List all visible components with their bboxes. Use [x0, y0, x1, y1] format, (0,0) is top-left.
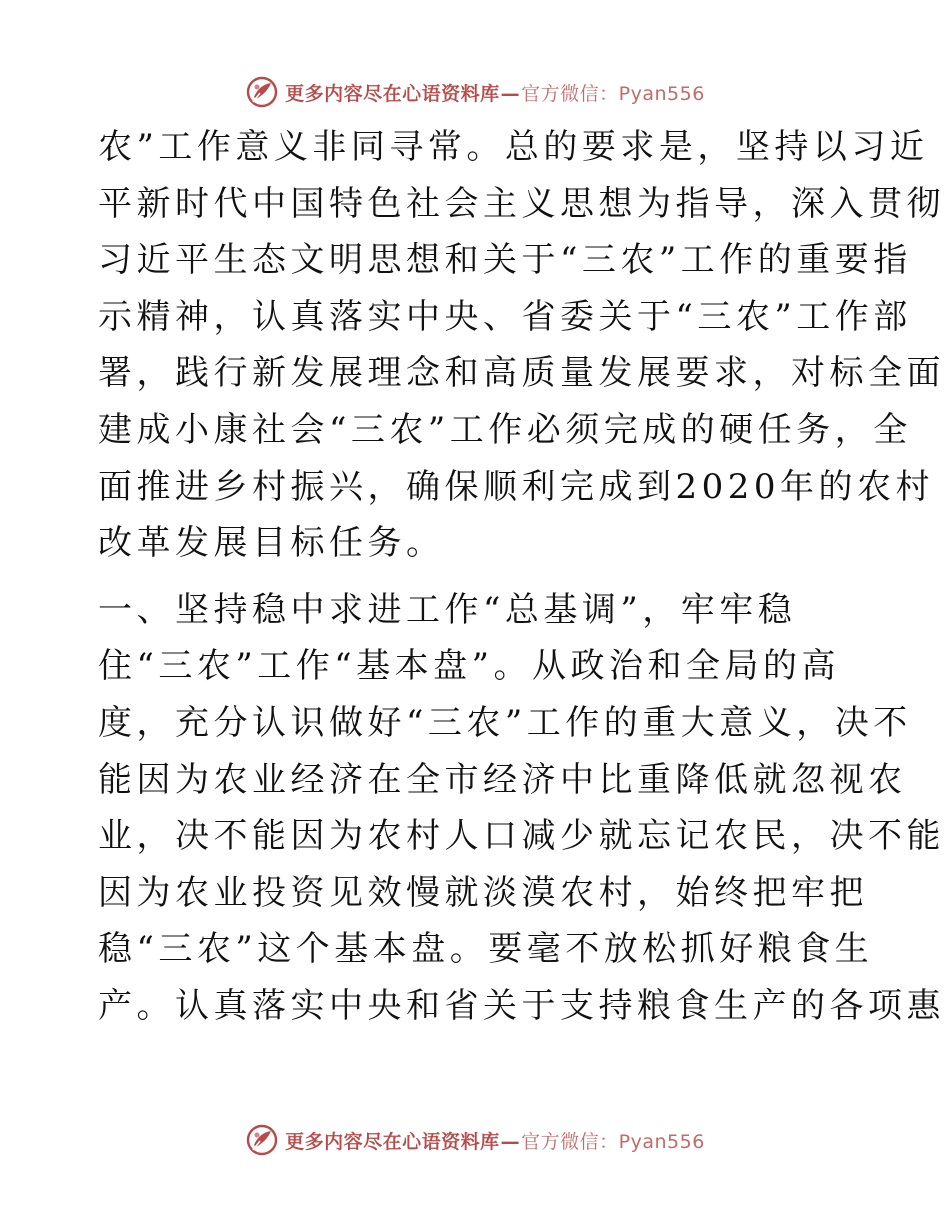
text-line: 习近平生态文明思想和关于“三农”工作的重要指 [98, 240, 912, 281]
document-body [98, 119, 945, 1035]
pen-leaf-logo-icon [245, 1123, 279, 1157]
header-banner-text [285, 79, 705, 106]
text-line: 稳“三农”这个基本盘。要毫不放松抓好粮食生 [98, 929, 874, 970]
section-heading-line: 一、坚持稳中求进工作“总基调”，牢牢稳 [98, 589, 797, 630]
header-banner [0, 72, 950, 112]
text-line: 建成小康社会“三农”工作必须完成的硬任务，全 [98, 409, 912, 450]
text-line: 示精神，认真落实中央、省委关于“三农”工作部 [98, 296, 912, 337]
header-site-name: 更多内容尽在心语资料库 [285, 82, 500, 105]
text-line: 度，充分认识做好“三农”工作的重大意义，决不 [98, 702, 912, 743]
footer-separator: — [500, 1130, 521, 1153]
text-line: 住“三农”工作“基本盘”。从政治和全局的高 [98, 646, 841, 687]
header-separator: — [500, 82, 521, 105]
text-line: 能因为农业经济在全市经济中比重降低就忽视农 [98, 759, 907, 800]
text-line: 农”工作意义非同寻常。总的要求是，坚持以习近 [98, 127, 929, 167]
pen-leaf-logo-icon [245, 75, 279, 109]
footer-banner-text [285, 1127, 705, 1154]
text-line: 业，决不能因为农村人口减少就忘记农民，决不能 [98, 816, 945, 857]
header-wechat: 官方微信：Pyan556 [521, 82, 705, 105]
text-line: 产。认真落实中央和省关于支持粮食生产的各项惠 [98, 985, 945, 1026]
text-line: 因为农业投资见效慢就淡漠农村，始终把牢把 [98, 872, 868, 913]
footer-wechat: 官方微信：Pyan556 [521, 1130, 705, 1153]
footer-banner [0, 1120, 950, 1160]
text-line: 署，践行新发展理念和高质量发展要求，对标全面 [98, 353, 945, 394]
footer-site-name: 更多内容尽在心语资料库 [285, 1130, 500, 1153]
text-line: 改革发展目标任务。 [98, 523, 445, 564]
text-line: 面推进乡村振兴，确保顺利完成到2020年的农村 [98, 466, 935, 507]
text-line: 平新时代中国特色社会主义思想为指导，深入贯彻 [98, 183, 945, 224]
